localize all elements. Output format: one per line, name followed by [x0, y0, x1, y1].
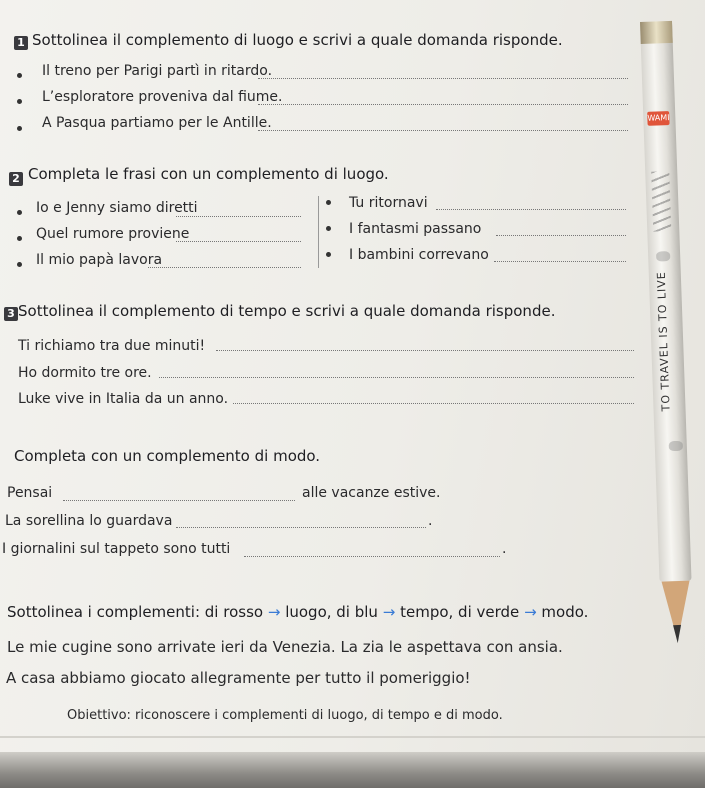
- answer-line[interactable]: [496, 235, 626, 236]
- exercise-1-title: Sottolinea il complemento di luogo e scrivi a quale domanda risponde.: [32, 31, 563, 49]
- exercise-5-title-start: Sottolinea i complementi: di rosso: [7, 603, 264, 621]
- answer-line[interactable]: [258, 130, 628, 131]
- exercise-1-item: A Pasqua partiamo per le Antille.: [42, 115, 272, 131]
- bullet: [17, 236, 22, 241]
- column-divider: [318, 196, 319, 268]
- exercise-5-title: [7, 603, 588, 621]
- answer-line[interactable]: [176, 241, 301, 242]
- answer-line[interactable]: [258, 78, 628, 79]
- arrow-icon: →: [524, 603, 537, 621]
- exercise-1-item: Il treno per Parigi partì in ritardo.: [42, 63, 273, 79]
- exercise-2-right-item: I bambini correvano: [349, 247, 489, 263]
- page-edge-shadow: [0, 752, 705, 788]
- exercise-number: 2: [9, 172, 23, 186]
- answer-line[interactable]: [494, 261, 626, 262]
- exercise-3-item: Ti richiamo tra due minuti!: [18, 338, 206, 354]
- bullet: [17, 262, 22, 267]
- exercise-5-sentence: A casa abbiamo giocato allegramente per tutto il pomeriggio!: [6, 669, 471, 687]
- answer-line[interactable]: [176, 216, 301, 217]
- exercise-5-sentence: Le mie cugine sono arrivate ieri da Venezia. La zia le aspettava con ansia.: [7, 638, 563, 656]
- page-fold: [0, 736, 705, 738]
- exercise-2-left-item: Quel rumore proviene: [36, 226, 190, 242]
- pencil-illustration: [640, 21, 690, 542]
- answer-line[interactable]: [244, 556, 500, 557]
- exercise-4-item-start: Pensai: [7, 485, 53, 501]
- pencil-badge: WAMI: [647, 111, 669, 126]
- answer-line[interactable]: [436, 209, 626, 210]
- exercise-3-title: Sottolinea il complemento di tempo e scrivi a quale domanda risponde.: [18, 302, 556, 320]
- bullet: [326, 200, 331, 205]
- pencil-pattern: [651, 171, 671, 232]
- answer-line[interactable]: [216, 350, 634, 351]
- pencil-text: TO TRAVEL IS TO LIVE: [654, 271, 673, 412]
- pencil-lead: [673, 625, 682, 643]
- exercise-4-title: Completa con un complemento di modo.: [14, 447, 321, 465]
- pencil-cap: [640, 21, 673, 44]
- exercise-3-item: Luke vive in Italia da un anno.: [18, 391, 229, 407]
- bullet: [326, 252, 331, 257]
- exercise-5-part: luogo, di blu: [285, 603, 378, 621]
- bullet: [17, 99, 22, 104]
- exercise-1-item: L’esploratore proveniva dal fiume.: [42, 89, 283, 105]
- answer-line[interactable]: [148, 267, 301, 268]
- bullet: [17, 210, 22, 215]
- bullet: [17, 73, 22, 78]
- exercise-2-title: Completa le frasi con un complemento di luogo.: [28, 165, 389, 183]
- exercise-4-item-start: I giornalini sul tappeto sono tutti: [2, 541, 231, 557]
- arrow-icon: →: [267, 603, 281, 621]
- exercise-number: 1: [14, 36, 28, 50]
- exercise-3-item: Ho dormito tre ore.: [18, 365, 152, 381]
- answer-line[interactable]: [233, 403, 634, 404]
- pencil-map-shape: [656, 251, 670, 261]
- objective-note: Obiettivo: riconoscere i complementi di luogo, di tempo e di modo.: [67, 708, 503, 723]
- exercise-4-item-start: La sorellina lo guardava: [5, 513, 173, 529]
- exercise-5-part: modo.: [541, 603, 589, 621]
- exercise-2-right-item: I fantasmi passano: [349, 221, 482, 237]
- answer-line[interactable]: [159, 377, 634, 378]
- exercise-5-part: tempo, di verde: [400, 603, 520, 621]
- exercise-4-item-end: .: [502, 541, 507, 557]
- bullet: [326, 226, 331, 231]
- answer-line[interactable]: [63, 500, 295, 501]
- exercise-2-right-item: Tu ritornavi: [349, 195, 428, 211]
- arrow-icon: →: [382, 603, 396, 621]
- answer-line[interactable]: [258, 104, 628, 105]
- pencil-map-shape: [669, 441, 683, 451]
- exercise-4-item-end: alle vacanze estive.: [302, 485, 441, 501]
- exercise-2-left-item: Io e Jenny siamo diretti: [36, 200, 198, 216]
- bullet: [17, 126, 22, 131]
- exercise-number: 3: [4, 307, 18, 321]
- answer-line[interactable]: [176, 527, 426, 528]
- exercise-4-item-end: .: [428, 513, 433, 529]
- exercise-2-left-item: Il mio papà lavora: [36, 252, 163, 268]
